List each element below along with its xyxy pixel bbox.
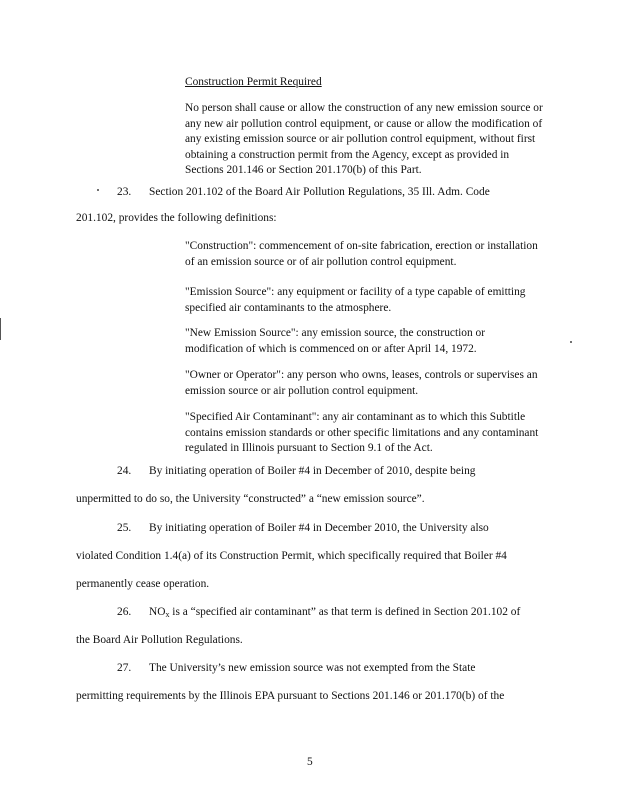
paragraph-23-number: 23. [117,186,132,198]
scan-margin-mark [0,318,1,340]
paragraph-23-line2: 201.102, provides the following definitions: [76,212,277,224]
section-heading: Construction Permit Required [185,76,322,88]
paragraph-26-line2: the Board Air Pollution Regulations. [76,634,243,646]
paragraph-27-line1: The University’s new emission source was not exempted from the State [149,662,476,674]
nox-subscript: x [165,610,170,619]
paragraph-26-line1 [149,606,520,619]
paragraph-26-number: 26. [117,606,132,618]
paragraph-27-line2: permitting requirements by the Illinois EPA pursuant to Sections 201.146 or 201.170(b) of the [76,690,505,702]
paragraph-25-line1: By initiating operation of Boiler #4 in December 2010, the University also [149,522,489,534]
paragraph-26-line1-rest: is a “specified air contaminant” as that term is defined in Section 201.102 of [169,606,521,618]
paragraph-27-number: 27. [117,662,132,674]
definition-specified-air-contaminant: "Specified Air Contaminant": any air contaminant as to which this Subtitle contains emission standards or other specific limitations and any contaminant regulated in Illinois pursuant to Section 9.1 of the Act. [185,411,539,454]
definition-construction: "Construction": commencement of on-site fabrication, erection or installation of an emission source or of air pollution control equipment. [185,240,538,268]
definition-owner-operator: "Owner or Operator": any person who owns, leases, controls or supervises an emission source or air pollution control equipment. [185,369,538,397]
paragraph-24-number: 24. [117,465,132,477]
quoted-rule: No person shall cause or allow the construction of any new emission source or any new air pollution control equipment, or cause or allow the modification of any existing emission source or air pollution control equipment, without first obtaining a construction permit from the Agency, except as provided in Sections 201.146 or Section 201.170(b) of this Part. [185,102,543,176]
page-number: 5 [307,756,313,768]
scan-speck [97,189,99,191]
paragraph-24-line2: unpermitted to do so, the University “constructed” a “new emission source”. [76,493,425,505]
paragraph-25-line2: violated Condition 1.4(a) of its Construction Permit, which specifically required that Boiler #4 [76,550,507,562]
scan-speck [570,341,572,343]
paragraph-23-line1: Section 201.102 of the Board Air Pollution Regulations, 35 Ill. Adm. Code [149,186,490,198]
paragraph-25-number: 25. [117,522,132,534]
definition-emission-source: "Emission Source": any equipment or facility of a type capable of emitting specified air contaminants to the atmosphere. [185,286,526,314]
definition-new-emission-source: "New Emission Source": any emission source, the construction or modification of which is commenced on or after April 14, 1972. [185,327,486,355]
paragraph-24-line1: By initiating operation of Boiler #4 in December of 2010, despite being [149,465,476,477]
nox-label: NO [149,606,166,618]
paragraph-25-line3: permanently cease operation. [76,578,210,590]
